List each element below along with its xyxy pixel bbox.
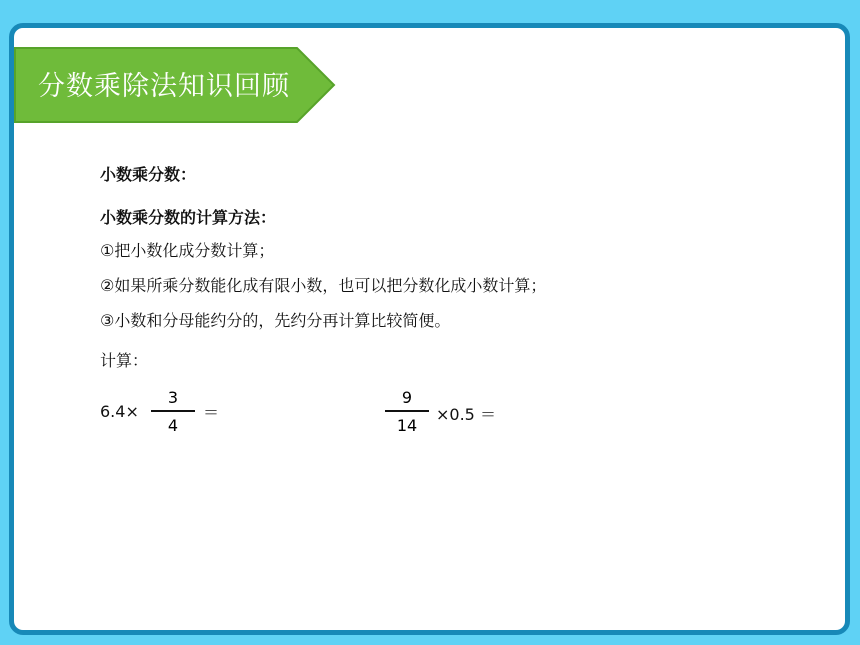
problem-1-numerator: 3 (167, 388, 179, 407)
method-heading: 小数乘分数的计算方法： (100, 208, 277, 227)
problem-2-suffix: ×0.5 ＝ (436, 405, 496, 424)
problem-1-prefix: 6.4× (100, 402, 139, 421)
problem-2-numerator: 9 (401, 388, 413, 407)
section-heading: 小数乘分数： (100, 165, 197, 184)
problem-2-denominator: 14 (396, 416, 418, 435)
method-item-3: ③小数和分母能约分的，先约分再计算比较简便。 (100, 311, 451, 330)
calc-label: 计算： (100, 351, 149, 370)
problem-1-fraction (151, 388, 195, 438)
problem-1-suffix: ＝ (203, 403, 220, 422)
title-banner (14, 47, 334, 123)
method-item-2: ②如果所乘分数能化成有限小数，也可以把分数化成小数计算； (100, 276, 547, 295)
page-title: 分数乘除法知识回顾 (38, 71, 290, 102)
problem-1-denominator: 4 (167, 416, 179, 435)
method-item-1: ①把小数化成分数计算； (100, 241, 275, 260)
problem-2-fraction (385, 388, 429, 438)
problem-1-fraction-bar (151, 410, 195, 412)
problem-2-fraction-bar (385, 410, 429, 412)
